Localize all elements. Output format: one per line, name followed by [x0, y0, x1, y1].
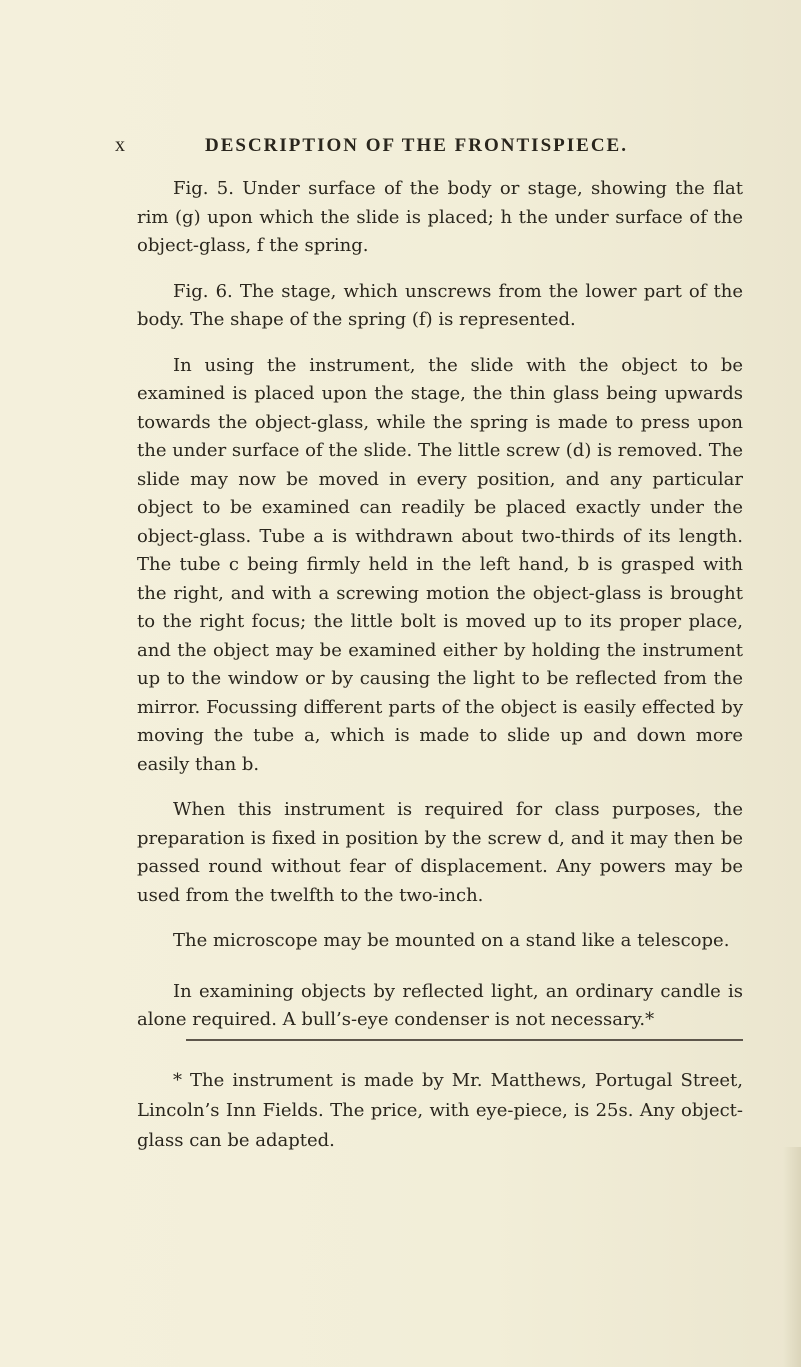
main-text [137, 175, 743, 1035]
page-header [115, 134, 745, 164]
running-head: DESCRIPTION OF THE FRONTISPIECE. [205, 135, 628, 156]
figure-5-caption: Fig. 5. Under surface of the body or stage, showing the flat rim (g) upon which the slide is placed; h the under surface of the object-glass, f the spring. [137, 178, 743, 256]
footnote-text: * The instrument is made by Mr. Matthews, Portugal Street, Lincoln’s Inn Fields. The price, with eye-piece, is 25s. Any object-glass can be adapted. [137, 1070, 743, 1151]
instructions-paragraph: In using the instrument, the slide with the object to be examined is placed upon the stage, the thin glass being upwards towards the object-glass, while the spring is made to press upon the under surface of the slide. The little screw (d) is removed. The slide may now be moved in every position, and any particular object to be examined can readily be placed exactly under the object-glass. Tube a is withdrawn about two-thirds of its length. The tube c being firmly held in the left hand, b is grasped with the right, and with a screwing motion the object-glass is brought to the right focus; the little bolt is moved up to its proper place, and the object may be examined either by holding the instrument up to the window or by causing the light to be reflected from the mirror. Focussing different parts of the object is easily effected by moving the tube a, which is made to slide up and down more easily than b. [137, 354, 743, 775]
figure-6-caption: Fig. 6. The stage, which unscrews from the lower part of the body. The shape of the spring (f) is represented. [137, 280, 743, 330]
page-edge-shadow [783, 1147, 801, 1367]
reflected-light-paragraph: In examining objects by reflected light, an ordinary candle is alone required. A bull’s-eye condenser is not necessary.* [137, 980, 743, 1030]
footnote [137, 1066, 743, 1156]
footnote-divider [186, 1039, 743, 1041]
mounting-paragraph: The microscope may be mounted on a stand like a telescope. [173, 930, 730, 951]
class-use-paragraph: When this instrument is required for class purposes, the preparation is fixed in position by the screw d, and it may then be passed round without fear of displacement. Any powers may be used from the twelfth to the two-inch. [137, 799, 743, 906]
page-number: x [115, 134, 126, 156]
